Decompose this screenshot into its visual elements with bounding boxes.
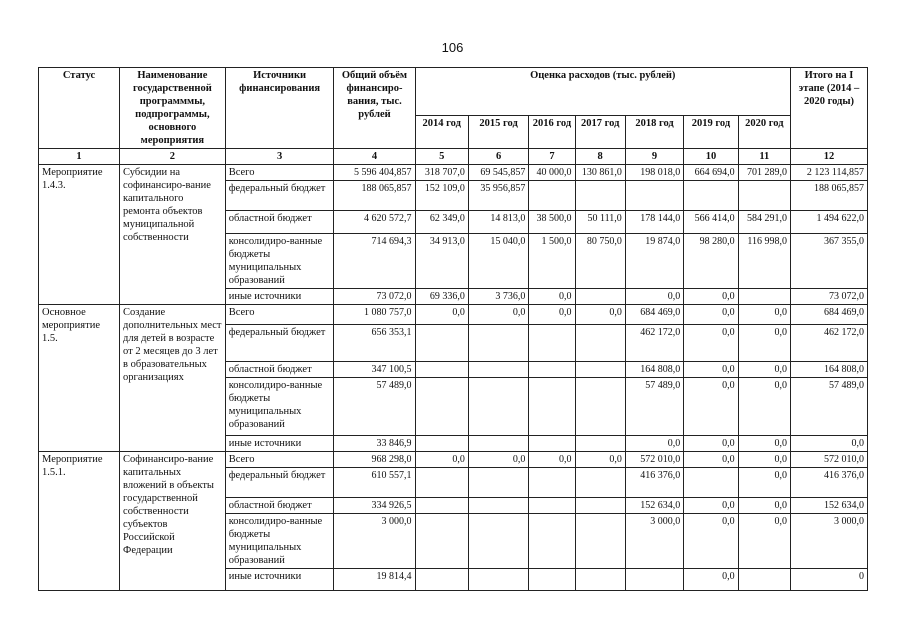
- year-amount-cell: 0,0: [529, 305, 575, 325]
- year-amount-cell: 116 998,0: [738, 234, 790, 289]
- year-amount-cell: 0,0: [575, 305, 625, 325]
- year-amount-cell: 0,0: [415, 305, 468, 325]
- funding-source-cell: областной бюджет: [225, 362, 334, 378]
- year-amount-cell: 0,0: [684, 289, 738, 305]
- year-amount-cell: 0,0: [738, 498, 790, 514]
- stage-total-cell: 188 065,857: [790, 181, 867, 211]
- year-amount-cell: [625, 569, 683, 591]
- status-cell: Основное мероприятие 1.5.: [39, 305, 120, 452]
- year-amount-cell: 0,0: [684, 569, 738, 591]
- stage-total-cell: 367 355,0: [790, 234, 867, 289]
- header-sources: Источники финансирования: [225, 68, 334, 149]
- year-amount-cell: [415, 498, 468, 514]
- year-amount-cell: 69 545,857: [468, 165, 529, 181]
- year-amount-cell: 0,0: [738, 305, 790, 325]
- year-amount-cell: 164 808,0: [625, 362, 683, 378]
- year-amount-cell: 62 349,0: [415, 211, 468, 234]
- header-year: 2016 год: [529, 115, 575, 148]
- header-stage-total: Итого на I этапе (2014 – 2020 годы): [790, 68, 867, 149]
- header-total: Общий объём финансиро-вания, тыс. рублей: [334, 68, 415, 149]
- year-amount-cell: [415, 378, 468, 436]
- year-amount-cell: 0,0: [738, 325, 790, 362]
- stage-total-cell: 0: [790, 569, 867, 591]
- total-amount-cell: 57 489,0: [334, 378, 415, 436]
- table-row: [39, 452, 868, 468]
- year-amount-cell: 35 956,857: [468, 181, 529, 211]
- year-amount-cell: 572 010,0: [625, 452, 683, 468]
- stage-total-cell: 57 489,0: [790, 378, 867, 436]
- year-amount-cell: 3 736,0: [468, 289, 529, 305]
- year-amount-cell: [575, 514, 625, 569]
- year-amount-cell: [415, 436, 468, 452]
- stage-total-cell: 1 494 622,0: [790, 211, 867, 234]
- year-amount-cell: 0,0: [415, 452, 468, 468]
- stage-total-cell: 73 072,0: [790, 289, 867, 305]
- page-number: 106: [441, 40, 464, 55]
- status-cell: Мероприятие 1.5.1.: [39, 452, 120, 591]
- year-amount-cell: 701 289,0: [738, 165, 790, 181]
- status-cell: Мероприятие 1.4.3.: [39, 165, 120, 305]
- total-amount-cell: 188 065,857: [334, 181, 415, 211]
- year-amount-cell: [468, 569, 529, 591]
- year-amount-cell: 0,0: [625, 436, 683, 452]
- year-amount-cell: 462 172,0: [625, 325, 683, 362]
- year-amount-cell: 130 861,0: [575, 165, 625, 181]
- header-name: Наименование государственной программмы, подпрограммы, основного мероприятия: [120, 68, 226, 149]
- year-amount-cell: 0,0: [468, 452, 529, 468]
- year-amount-cell: 0,0: [468, 305, 529, 325]
- column-number: 11: [738, 149, 790, 165]
- table-row: [39, 305, 868, 325]
- funding-source-cell: Всего: [225, 165, 334, 181]
- funding-source-cell: федеральный бюджет: [225, 325, 334, 362]
- funding-source-cell: иные источники: [225, 436, 334, 452]
- total-amount-cell: 347 100,5: [334, 362, 415, 378]
- total-amount-cell: 3 000,0: [334, 514, 415, 569]
- year-amount-cell: 0,0: [625, 289, 683, 305]
- year-amount-cell: 98 280,0: [684, 234, 738, 289]
- year-amount-cell: 0,0: [684, 378, 738, 436]
- year-amount-cell: 50 111,0: [575, 211, 625, 234]
- year-amount-cell: [468, 498, 529, 514]
- program-name-cell: Софинансиро-вание капитальных вложений в объекты государственной собственности субъектов Российской Федерации: [120, 452, 226, 591]
- year-amount-cell: 0,0: [529, 452, 575, 468]
- year-amount-cell: 318 707,0: [415, 165, 468, 181]
- year-amount-cell: [468, 436, 529, 452]
- year-amount-cell: [415, 514, 468, 569]
- total-amount-cell: 19 814,4: [334, 569, 415, 591]
- year-amount-cell: 0,0: [738, 452, 790, 468]
- year-amount-cell: [468, 325, 529, 362]
- funding-source-cell: областной бюджет: [225, 211, 334, 234]
- header-estimate: Оценка расходов (тыс. рублей): [415, 68, 790, 116]
- stage-total-cell: 684 469,0: [790, 305, 867, 325]
- column-number: 3: [225, 149, 334, 165]
- header-year: 2019 год: [684, 115, 738, 148]
- year-amount-cell: 0,0: [738, 436, 790, 452]
- year-amount-cell: [575, 325, 625, 362]
- year-amount-cell: 566 414,0: [684, 211, 738, 234]
- year-amount-cell: 0,0: [738, 468, 790, 498]
- year-amount-cell: [575, 569, 625, 591]
- year-amount-cell: 0,0: [738, 362, 790, 378]
- year-amount-cell: [575, 436, 625, 452]
- year-amount-cell: [468, 514, 529, 569]
- total-amount-cell: 5 596 404,857: [334, 165, 415, 181]
- year-amount-cell: 57 489,0: [625, 378, 683, 436]
- year-amount-cell: 1 500,0: [529, 234, 575, 289]
- column-number: 4: [334, 149, 415, 165]
- column-number: 8: [575, 149, 625, 165]
- table-row: [39, 165, 868, 181]
- year-amount-cell: 684 469,0: [625, 305, 683, 325]
- funding-source-cell: иные источники: [225, 289, 334, 305]
- program-name-cell: Создание дополнительных мест для детей в возрасте от 2 месяцев до 3 лет в образовательных организациях: [120, 305, 226, 452]
- total-amount-cell: 968 298,0: [334, 452, 415, 468]
- year-amount-cell: 178 144,0: [625, 211, 683, 234]
- year-amount-cell: [575, 289, 625, 305]
- year-amount-cell: 0,0: [575, 452, 625, 468]
- year-amount-cell: [468, 468, 529, 498]
- year-amount-cell: 0,0: [684, 514, 738, 569]
- year-amount-cell: 0,0: [684, 498, 738, 514]
- year-amount-cell: [468, 362, 529, 378]
- stage-total-cell: 152 634,0: [790, 498, 867, 514]
- funding-source-cell: Всего: [225, 305, 334, 325]
- year-amount-cell: [529, 468, 575, 498]
- stage-total-cell: 3 000,0: [790, 514, 867, 569]
- header-year: 2018 год: [625, 115, 683, 148]
- year-amount-cell: 0,0: [684, 436, 738, 452]
- year-amount-cell: 34 913,0: [415, 234, 468, 289]
- year-amount-cell: 69 336,0: [415, 289, 468, 305]
- total-amount-cell: 334 926,5: [334, 498, 415, 514]
- column-number: 9: [625, 149, 683, 165]
- year-amount-cell: 0,0: [529, 289, 575, 305]
- header-year: 2017 год: [575, 115, 625, 148]
- column-number: 7: [529, 149, 575, 165]
- year-amount-cell: 152 109,0: [415, 181, 468, 211]
- year-amount-cell: [529, 181, 575, 211]
- year-amount-cell: [529, 436, 575, 452]
- funding-source-cell: федеральный бюджет: [225, 181, 334, 211]
- total-amount-cell: 1 080 757,0: [334, 305, 415, 325]
- year-amount-cell: 152 634,0: [625, 498, 683, 514]
- header-status: Статус: [39, 68, 120, 149]
- total-amount-cell: 33 846,9: [334, 436, 415, 452]
- funding-source-cell: иные источники: [225, 569, 334, 591]
- year-amount-cell: [575, 181, 625, 211]
- year-amount-cell: [575, 362, 625, 378]
- stage-total-cell: 2 123 114,857: [790, 165, 867, 181]
- stage-total-cell: 0,0: [790, 436, 867, 452]
- year-amount-cell: 40 000,0: [529, 165, 575, 181]
- stage-total-cell: 164 808,0: [790, 362, 867, 378]
- year-amount-cell: 416 376,0: [625, 468, 683, 498]
- year-amount-cell: 0,0: [684, 452, 738, 468]
- year-amount-cell: [684, 181, 738, 211]
- column-number: 12: [790, 149, 867, 165]
- budget-table: [38, 67, 868, 591]
- year-amount-cell: [575, 378, 625, 436]
- stage-total-cell: 572 010,0: [790, 452, 867, 468]
- year-amount-cell: [529, 498, 575, 514]
- total-amount-cell: 610 557,1: [334, 468, 415, 498]
- year-amount-cell: 14 813,0: [468, 211, 529, 234]
- header-year: 2015 год: [468, 115, 529, 148]
- column-number: 6: [468, 149, 529, 165]
- funding-source-cell: консолидиро-ванные бюджеты муниципальных образований: [225, 234, 334, 289]
- funding-source-cell: федеральный бюджет: [225, 468, 334, 498]
- stage-total-cell: 462 172,0: [790, 325, 867, 362]
- funding-source-cell: консолидиро-ванные бюджеты муниципальных образований: [225, 514, 334, 569]
- funding-source-cell: Всего: [225, 452, 334, 468]
- header-year: 2014 год: [415, 115, 468, 148]
- year-amount-cell: [625, 181, 683, 211]
- year-amount-cell: [684, 468, 738, 498]
- year-amount-cell: [575, 468, 625, 498]
- year-amount-cell: 0,0: [684, 325, 738, 362]
- year-amount-cell: [529, 378, 575, 436]
- total-amount-cell: 4 620 572,7: [334, 211, 415, 234]
- year-amount-cell: 15 040,0: [468, 234, 529, 289]
- year-amount-cell: [738, 569, 790, 591]
- year-amount-cell: [529, 514, 575, 569]
- year-amount-cell: [529, 362, 575, 378]
- year-amount-cell: [575, 498, 625, 514]
- total-amount-cell: 656 353,1: [334, 325, 415, 362]
- header-year: 2020 год: [738, 115, 790, 148]
- year-amount-cell: 19 874,0: [625, 234, 683, 289]
- column-number: 10: [684, 149, 738, 165]
- year-amount-cell: 198 018,0: [625, 165, 683, 181]
- year-amount-cell: 584 291,0: [738, 211, 790, 234]
- year-amount-cell: 38 500,0: [529, 211, 575, 234]
- program-name-cell: Субсидии на софинансиро-вание капитального ремонта объектов муниципальной собственности: [120, 165, 226, 305]
- year-amount-cell: [468, 378, 529, 436]
- year-amount-cell: 664 694,0: [684, 165, 738, 181]
- year-amount-cell: 0,0: [738, 514, 790, 569]
- year-amount-cell: 3 000,0: [625, 514, 683, 569]
- column-number: 1: [39, 149, 120, 165]
- column-number-row: [39, 149, 868, 165]
- year-amount-cell: 0,0: [738, 378, 790, 436]
- year-amount-cell: [415, 468, 468, 498]
- column-number: 5: [415, 149, 468, 165]
- year-amount-cell: 0,0: [684, 362, 738, 378]
- year-amount-cell: [529, 325, 575, 362]
- year-amount-cell: [738, 181, 790, 211]
- stage-total-cell: 416 376,0: [790, 468, 867, 498]
- year-amount-cell: [415, 569, 468, 591]
- column-number: 2: [120, 149, 226, 165]
- year-amount-cell: [415, 325, 468, 362]
- year-amount-cell: [529, 569, 575, 591]
- year-amount-cell: 0,0: [684, 305, 738, 325]
- total-amount-cell: 714 694,3: [334, 234, 415, 289]
- funding-source-cell: областной бюджет: [225, 498, 334, 514]
- year-amount-cell: [738, 289, 790, 305]
- funding-source-cell: консолидиро-ванные бюджеты муниципальных образований: [225, 378, 334, 436]
- total-amount-cell: 73 072,0: [334, 289, 415, 305]
- year-amount-cell: 80 750,0: [575, 234, 625, 289]
- year-amount-cell: [415, 362, 468, 378]
